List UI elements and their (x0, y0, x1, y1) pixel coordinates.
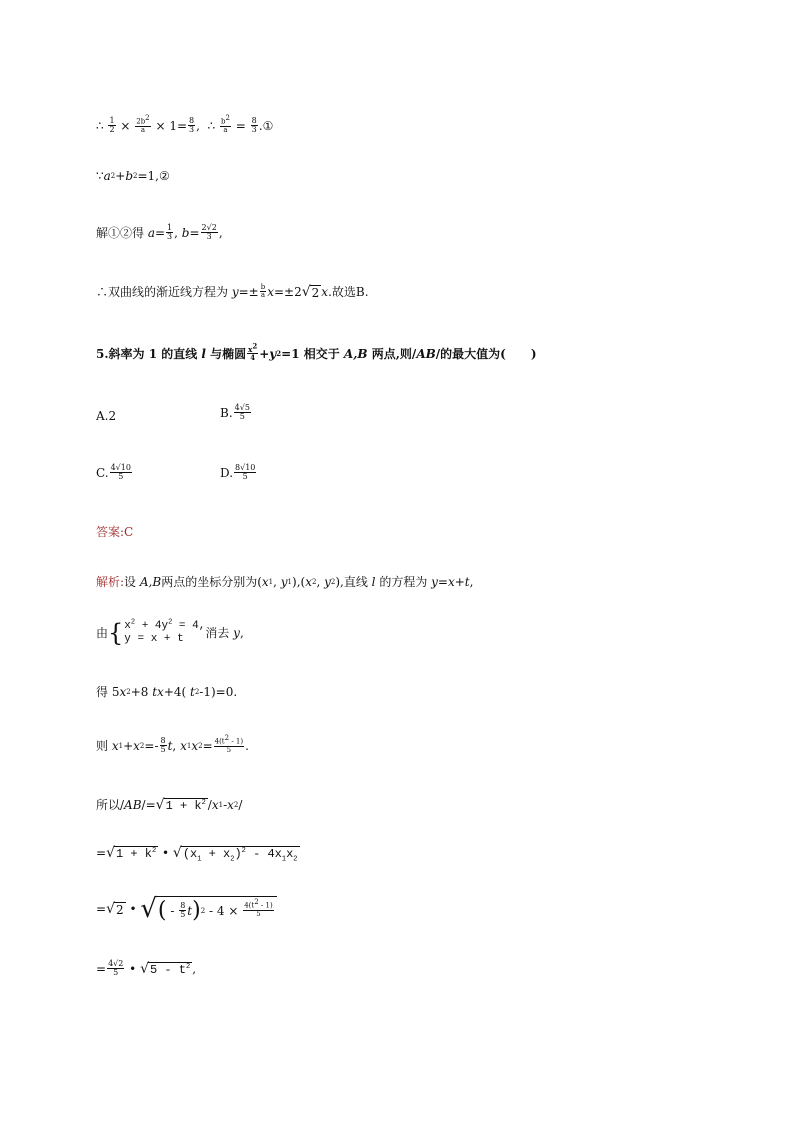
option-a[interactable]: A.2 (96, 409, 117, 423)
option-c[interactable]: C. $\frac{4√10}{5}$ (96, 463, 131, 482)
option-b[interactable]: B. $\frac{4√5}{5}$ (220, 403, 250, 422)
analysis-line: 解析: 设 A,B 两点的坐标分别为( x 1 , y 1 ),( x 2 , y 2 ),直线 l 的方程为 y=x+t , (96, 575, 474, 589)
solution-line-16: = $\frac{4√2}{5}$ • √ $5 - t^2$ , (96, 959, 197, 978)
equation-system-line: 由 { $x^2 + 4y^2 = 4$, y = x + t 消去 y , (96, 618, 244, 647)
option-d[interactable]: D. $\frac{8√10}{5}$ (220, 463, 256, 482)
question-5: 5.斜率为 1 的直线 l 与椭圆 $\frac{x^2}{4}$ + y 2 =1 相交于 A,B 两点,则/ AB /的最大值为( ) (96, 341, 537, 363)
solution-line-13: 所以/ AB /= √ $1 + k^2$ / x 1 - x 2 / (96, 797, 243, 813)
solution-line-2: ∵ a 2 + b 2 =1,② (96, 169, 170, 183)
solution-line-12: 则 x 1 + x 2 =- $\frac{8}{5}$ t , x 1 x 2 = $\frac{4(t^2 - 1)}{5}$ . (96, 733, 249, 755)
equation-system: { $x^2 + 4y^2 = 4$, y = x + t (108, 618, 206, 647)
solution-line-11: 得 5 x 2 +8 tx +4( t 2 -1)=0. (96, 685, 238, 699)
solution-line-14: = √ $1 + k^2$ • √ $(x_1 + x_2)^2 - 4x_1x_2$ (96, 845, 298, 864)
answer-line: 答案:C (96, 525, 134, 539)
solution-line-15: = √ 2 • √ ( - $\frac{8}{5}$ t ) 2 - 4 × $\frac{4(t^2 - 1)}{5}$ (96, 896, 277, 922)
solution-line-1: ∴ $\frac{1}{2}$ × $\frac{2b^2}{a}$ × 1= $\frac{8}{3}$ , ∴ $\frac{b^2}{a}$ = $\frac{8}{3}$ .① (96, 113, 274, 135)
solution-line-3: 解①②得 a = $\frac{1}{3}$ , b = $\frac{2√2}{3}$ , (96, 223, 223, 242)
solution-line-4: ∴双曲线的渐近线方程为 y =± $\frac{b}{a}$ x =±2 √ 2 x .故选B. (96, 283, 369, 300)
